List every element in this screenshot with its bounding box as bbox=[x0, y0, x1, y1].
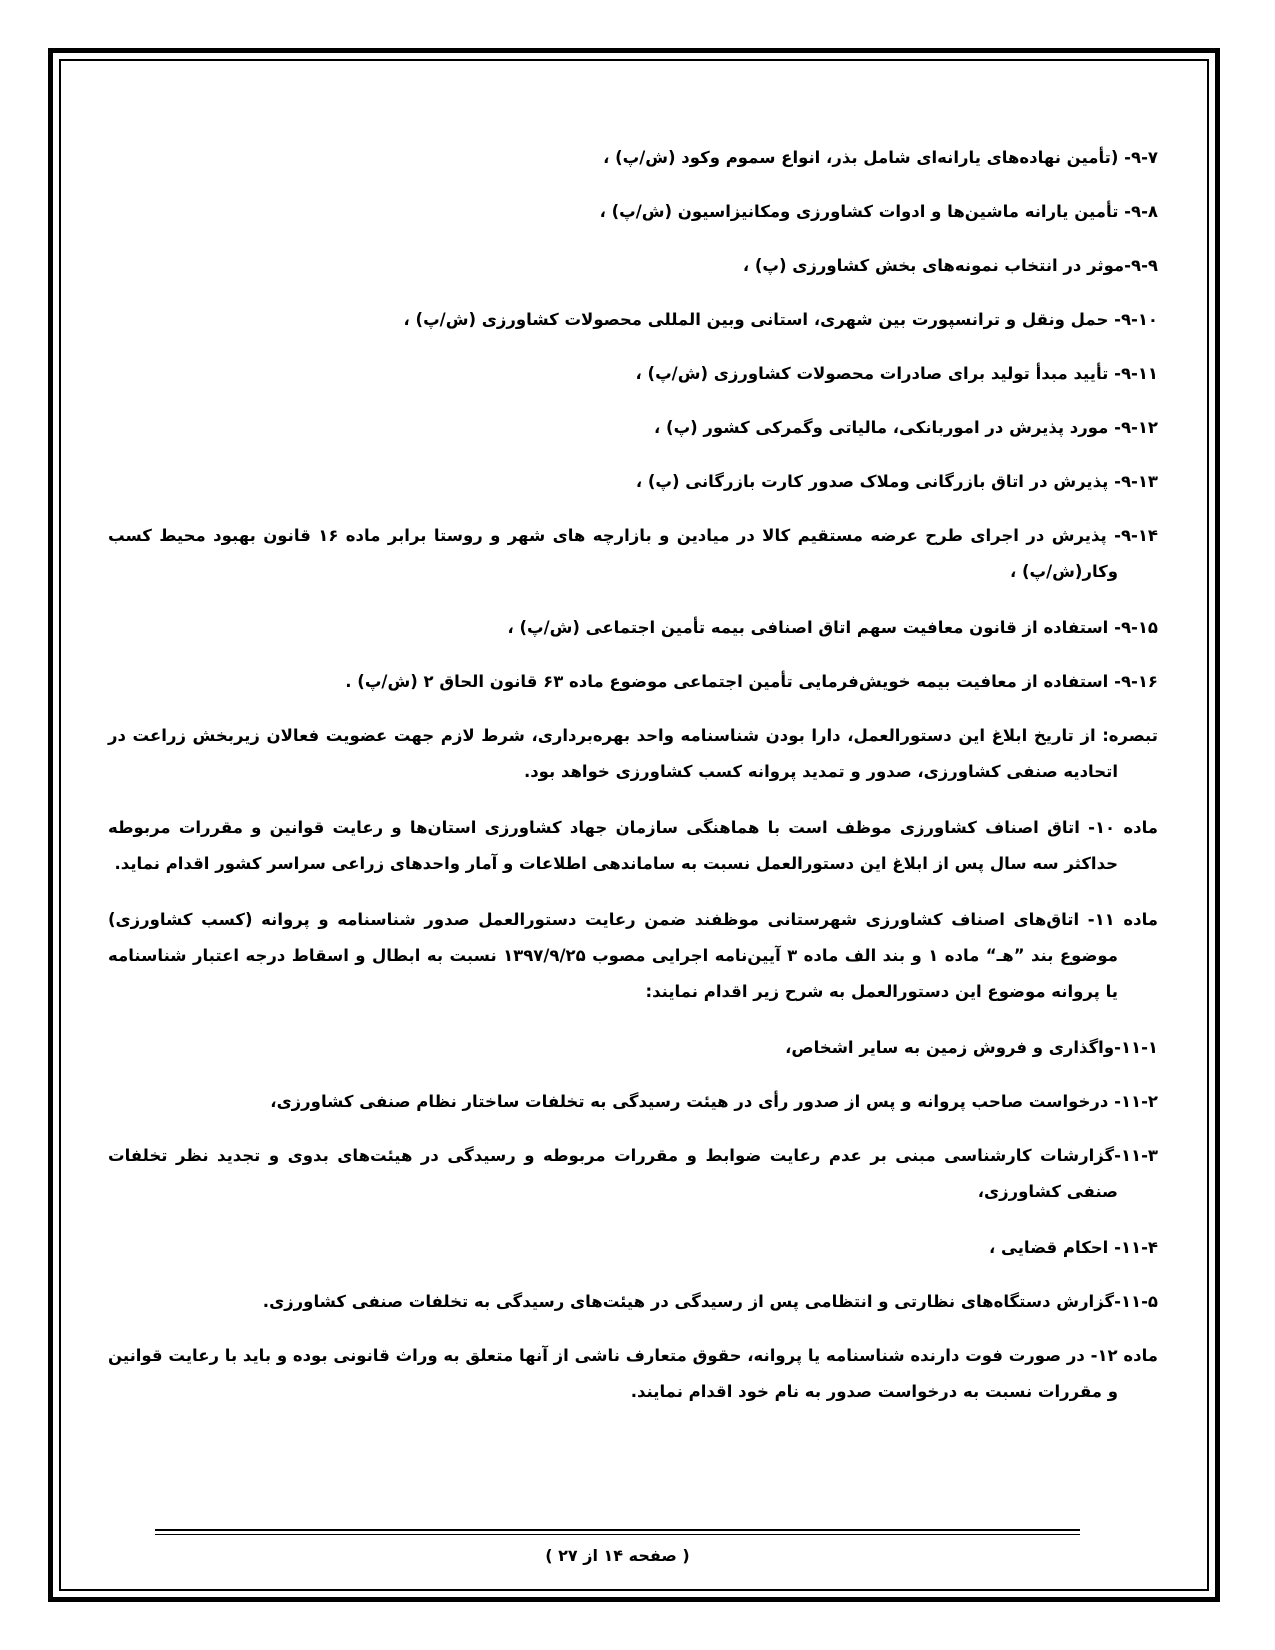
clause-9-11: ۹-۱۱- تأیید مبدأ تولید برای صادرات محصولات کشاورزی (ش/پ) ، bbox=[635, 364, 1158, 383]
clause-9-16: ۹-۱۶- استفاده از معافیت بیمه خویش‌فرمایی تأمین اجتماعی موضوع ماده ۶۳ قانون الحاق ۲ (ش/پ) . bbox=[345, 672, 1158, 691]
clause-9-14: ۹-۱۴- پذیرش در اجرای طرح عرضه مستقیم کالا در میادین و بازارچه های شهر و روستا برابر ماده ۱۶ قانون بهبود محیط کسب وکار(ش/پ) ، bbox=[108, 526, 1158, 581]
document-body bbox=[108, 140, 1158, 1410]
clause-11-1: ۱۱-۱-واگذاری و فروش زمین به سایر اشخاص، bbox=[785, 1038, 1158, 1057]
clause-9-10: ۹-۱۰- حمل ونقل و ترانسپورت بین شهری، استانی وبین المللی محصولات کشاورزی (ش/پ) ، bbox=[403, 310, 1158, 329]
note-paragraph: تبصره: از تاریخ ابلاغ این دستورالعمل، دارا بودن شناسنامه واحد بهره‌برداری، شرط لازم جهت عضویت فعالان زیربخش زراعت در اتحادیه صنفی کشاورزی، صدور و تمدید پروانه کسب کشاورزی خواهد بود. bbox=[108, 726, 1158, 781]
clause-11-2: ۱۱-۲- درخواست صاحب پروانه و پس از صدور رأی در هیئت رسیدگی به تخلفات ساختار نظام صنفی کشاورزی، bbox=[270, 1092, 1158, 1111]
article-10: ماده ۱۰- اتاق اصناف کشاورزی موظف است با هماهنگی سازمان جهاد کشاورزی استان‌ها و رعایت قوانین و مقررات مربوطه حداکثر سه سال پس از ابلاغ این دستورالعمل نسبت به ساماندهی اطلاعات و آمار واحدهای زراعی سراسر کشور اقدام نماید. bbox=[108, 818, 1158, 873]
clause-11-5: ۱۱-۵-گزارش دستگاه‌های نظارتی و انتظامی پس از رسیدگی در هیئت‌های رسیدگی به تخلفات صنفی کشاورزی. bbox=[262, 1292, 1158, 1311]
clause-9-9: ۹-۹-موثر در انتخاب نمونه‌های بخش کشاورزی (پ) ، bbox=[742, 256, 1158, 275]
footer-divider-thin bbox=[155, 1534, 1080, 1535]
clause-9-13: ۹-۱۳- پذیرش در اتاق بازرگانی وملاک صدور کارت بازرگانی (پ) ، bbox=[635, 472, 1158, 491]
article-11: ماده ۱۱- اتاق‌های اصناف کشاورزی شهرستانی موظفند ضمن رعایت دستورالعمل صدور شناسنامه و پروانه (کسب کشاورزی) موضوع بند ”هـ“ ماده ۱ و بند الف ماده ۳ آیین‌نامه اجرایی مصوب ۱۳۹۷/۹/۲۵ نسبت به ابطال و اسقاط درجه اعتبار شناسنامه یا پروانه موضوع این دستورالعمل به شرح زیر اقدام نمایند: bbox=[108, 910, 1158, 1001]
footer-divider bbox=[155, 1529, 1080, 1531]
article-12: ماده ۱۲- در صورت فوت دارنده شناسنامه یا پروانه، حقوق متعارف ناشی از آنها متعلق به وراث قانونی بوده و باید با رعایت قوانین و مقررات نسبت به درخواست صدور به نام خود اقدام نمایند. bbox=[108, 1346, 1158, 1401]
page-number: ( صفحه ۱۴ از ۲۷ ) bbox=[545, 1546, 690, 1565]
clause-9-8: ۹-۸- تأمین یارانه ماشین‌ها و ادوات کشاورزی ومکانیزاسیون (ش/پ) ، bbox=[599, 202, 1158, 221]
clause-9-15: ۹-۱۵- استفاده از قانون معافیت سهم اتاق اصنافی بیمه تأمین اجتماعی (ش/پ) ، bbox=[507, 618, 1158, 637]
clause-11-4: ۱۱-۴- احکام قضایی ، bbox=[989, 1238, 1158, 1257]
clause-11-3: ۱۱-۳-گزارشات کارشناسی مبنی بر عدم رعایت ضوابط و مقررات مربوطه و رسیدگی در هیئت‌های بدوی و تجدید نظر تخلفات صنفی کشاورزی، bbox=[108, 1146, 1158, 1201]
clause-9-12: ۹-۱۲- مورد پذیرش در اموربانکی، مالیاتی وگمرکی کشور (پ) ، bbox=[654, 418, 1158, 437]
clause-9-7: ۹-۷- (تأمین نهاده‌های یارانه‌ای شامل بذر، انواع سموم وکود (ش/پ) ، bbox=[603, 148, 1158, 167]
